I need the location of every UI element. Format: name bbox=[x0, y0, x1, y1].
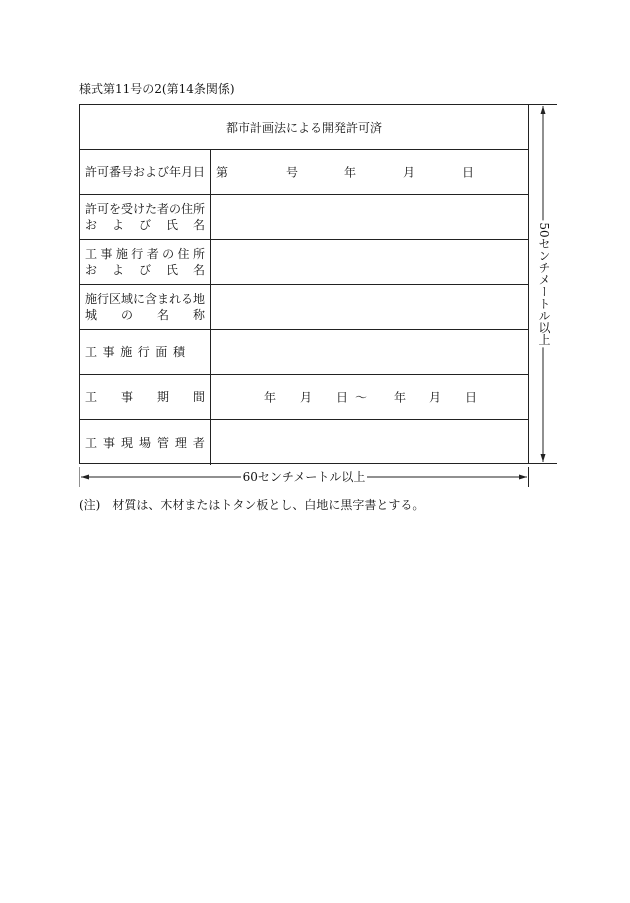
row-area-name bbox=[80, 285, 528, 330]
label-char: お bbox=[85, 218, 98, 232]
label-line bbox=[85, 307, 205, 323]
label-construction-area bbox=[80, 330, 211, 374]
period-start-day: 日 bbox=[336, 390, 349, 405]
label-line bbox=[85, 389, 205, 405]
value-go: 号 bbox=[286, 165, 299, 180]
value-year: 年 bbox=[344, 165, 357, 180]
value-dai: 第 bbox=[216, 165, 229, 180]
width-dimension bbox=[79, 467, 529, 487]
label-char: び bbox=[138, 263, 151, 277]
row-construction-area bbox=[80, 330, 528, 375]
value-construction-area bbox=[211, 330, 528, 374]
period-end-day: 日 bbox=[465, 390, 478, 405]
label-char: 行 bbox=[131, 247, 144, 261]
period-start-year: 年 bbox=[264, 390, 277, 405]
row-construction-period bbox=[80, 375, 528, 420]
row-permittee bbox=[80, 195, 528, 240]
label-char: 氏 bbox=[165, 263, 178, 277]
label-construction-period bbox=[80, 375, 211, 419]
row-site-manager bbox=[80, 420, 528, 465]
label-line bbox=[85, 344, 205, 360]
row-permit-number bbox=[80, 150, 528, 195]
period-separator: 〜 bbox=[355, 390, 368, 405]
label-char: 名 bbox=[156, 308, 169, 322]
label-site-manager bbox=[80, 420, 211, 465]
label-char: 現 bbox=[120, 435, 133, 450]
label-char: 管 bbox=[156, 435, 169, 450]
label-line bbox=[85, 246, 205, 262]
label-char: の bbox=[162, 247, 175, 261]
permit-board bbox=[79, 104, 529, 464]
value-area-name bbox=[211, 285, 528, 329]
label-char: 施 bbox=[115, 247, 128, 261]
label-area-name bbox=[80, 285, 211, 329]
value-permit-number bbox=[211, 150, 528, 194]
label-char: 称 bbox=[192, 308, 205, 322]
period-end-year: 年 bbox=[394, 390, 407, 405]
label-char: 名 bbox=[192, 218, 205, 232]
label-line bbox=[85, 217, 205, 233]
label-char: 事 bbox=[102, 345, 115, 359]
label-char: 施 bbox=[120, 345, 133, 359]
label-char: 事 bbox=[100, 247, 113, 261]
label-char: 者 bbox=[192, 435, 205, 450]
label-char: よ bbox=[111, 218, 124, 232]
label-char: の bbox=[120, 308, 133, 322]
value-site-manager bbox=[211, 420, 528, 465]
label-char: 理 bbox=[174, 435, 187, 450]
label-char: 面 bbox=[155, 345, 168, 359]
label-contractor bbox=[80, 240, 211, 284]
label-line bbox=[85, 435, 205, 451]
board-title: 都市計画法による開発許可済 bbox=[80, 105, 528, 150]
label-char: 氏 bbox=[165, 218, 178, 232]
label-char: 工 bbox=[85, 390, 98, 404]
label-permittee bbox=[80, 195, 211, 239]
label-char: 名 bbox=[192, 263, 205, 277]
label-char: 期 bbox=[156, 390, 169, 404]
height-dimension-label: 50センチメートル以上 bbox=[537, 222, 551, 346]
label-line: 施行区域に含まれる地 bbox=[85, 292, 206, 306]
value-construction-period bbox=[211, 375, 528, 419]
value-contractor bbox=[211, 240, 528, 284]
value-month: 月 bbox=[403, 165, 416, 180]
label-line: 許可を受けた者の住所 bbox=[85, 202, 206, 216]
label-char: 城 bbox=[85, 308, 98, 322]
label-char: 事 bbox=[120, 390, 133, 404]
period-end-month: 月 bbox=[429, 390, 442, 405]
width-dimension-label: 60センチメートル以上 bbox=[242, 470, 366, 484]
label-char: 工 bbox=[85, 247, 98, 261]
label-char: 者 bbox=[146, 247, 159, 261]
label-char: お bbox=[85, 263, 98, 277]
label-char: び bbox=[138, 218, 151, 232]
value-permittee bbox=[211, 195, 528, 239]
label-char: 積 bbox=[172, 345, 185, 359]
label-char: 工 bbox=[85, 435, 98, 450]
height-dimension bbox=[529, 104, 557, 464]
label-char: よ bbox=[111, 263, 124, 277]
form-label: 様式第11号の2(第14条関係) bbox=[79, 82, 235, 96]
label-char: 事 bbox=[102, 435, 115, 450]
width-dimension-label-wrap bbox=[79, 468, 529, 485]
label-line: 許可番号および年月日 bbox=[85, 165, 206, 179]
label-char: 場 bbox=[138, 435, 151, 450]
label-char: 所 bbox=[192, 247, 205, 261]
label-char: 工 bbox=[85, 345, 98, 359]
period-start-month: 月 bbox=[300, 390, 313, 405]
label-permit-number bbox=[80, 150, 211, 194]
value-day: 日 bbox=[462, 165, 475, 180]
row-contractor bbox=[80, 240, 528, 285]
material-note: (注) 材質は、木材またはトタン板とし、白地に黒字書とする。 bbox=[79, 498, 425, 512]
label-char: 住 bbox=[177, 247, 190, 261]
label-char: 行 bbox=[137, 345, 150, 359]
label-line bbox=[85, 262, 205, 278]
label-char: 間 bbox=[192, 390, 205, 404]
